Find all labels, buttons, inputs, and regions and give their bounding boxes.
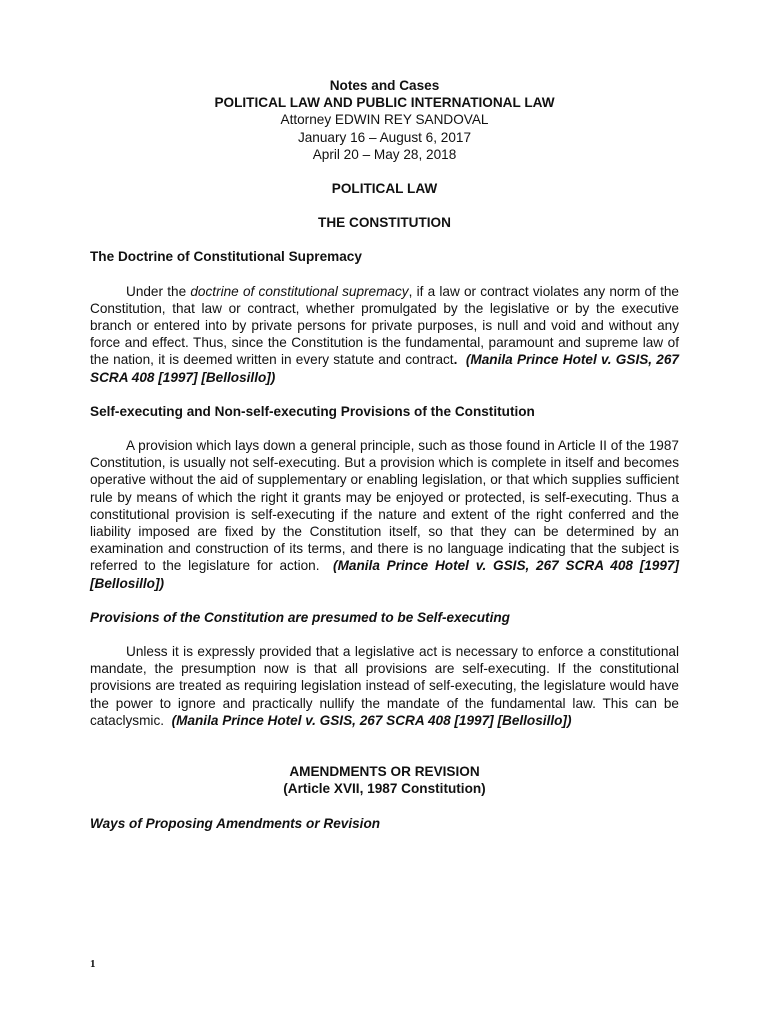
para-body-text: A provision which lays down a general principle, such as those found in Article II of the 1987 Constitution, is usually not self-executing. But a provision which is complete in itself and becomes operative without the aid of supplementary or enabling legislation, or that which supplies sufficient rule by means of which the right it grants may be enjoyed or protected, is self-executing. Thus a constitutional provision is self-executing if the nature and extent of the right conferred and the liability imposed are fixed by the Constitution itself, so that they can be determined by an examination and construction of its terms, and there is no language indicating that the subject is referred to the legislature for action. [90,438,679,574]
page-content [90,77,679,832]
paragraph-self-executing-provisions [90,437,679,592]
paragraph-constitutional-supremacy [90,283,679,386]
paragraph-presumed-self-executing [90,643,679,729]
title-political-law: POLITICAL LAW [331,181,438,197]
para-bold-period: . [453,352,458,368]
heading-constitutional-supremacy: The Doctrine of Constitutional Supremacy [90,249,362,265]
header-date-range-2: April 20 – May 28, 2018 [312,146,457,162]
subtitle-article-xvii: (Article XVII, 1987 Constitution) [283,781,486,797]
header-author: Attorney EDWIN REY SANDOVAL [280,112,489,128]
document-header [90,77,679,163]
heading-self-executing-provisions: Self-executing and Non-self-executing Provisions of the Constitution [90,403,535,419]
para-body-text: Unless it is expressly provided that a legislative act is necessary to enforce a constitutional mandate, the presumption now is that all provisions are self-executing. If the constitutional provisions are treated as requiring legislation instead of self-executing, the legislature would have the power to ignore and practically nullify the mandate of the fundamental law. This can be cataclysmic. [90,644,679,728]
para-lead-text: Under the [126,283,191,299]
page-number: 1 [90,958,96,970]
para-italic-term: doctrine of constitutional supremacy [190,283,409,299]
title-the-constitution: THE CONSTITUTION [318,215,451,231]
header-date-range-1: January 16 – August 6, 2017 [297,129,472,145]
citation: (Manila Prince Hotel v. GSIS, 267 SCRA 408 [1997] [Bellosillo]) [171,712,572,728]
citation: (Manila Prince Hotel v. GSIS, 267 SCRA 408 [1997] [Bellosillo]) [90,558,680,591]
header-notes-and-cases: Notes and Cases [329,78,440,93]
header-course-title: POLITICAL LAW AND PUBLIC INTERNATIONAL LAW [214,95,555,111]
citation: (Manila Prince Hotel v. GSIS, 267 SCRA 408 [1997] [Bellosillo]) [90,352,679,385]
heading-ways-of-proposing: Ways of Proposing Amendments or Revision [90,815,381,831]
heading-presumed-self-executing: Provisions of the Constitution are presumed to be Self-executing [90,609,510,625]
para-body-text: , if a law or contract violates any norm of the Constitution, that law or contract, whether promulgated by the legislative or by the executive branch or entered into by private persons for private purposes, is null and void and without any force and effect. Thus, since the Constitution is the fundamental, paramount and supreme law of the nation, it is deemed written in every statute and contract [90,283,679,368]
title-amendments-or-revision: AMENDMENTS OR REVISION [289,764,480,780]
